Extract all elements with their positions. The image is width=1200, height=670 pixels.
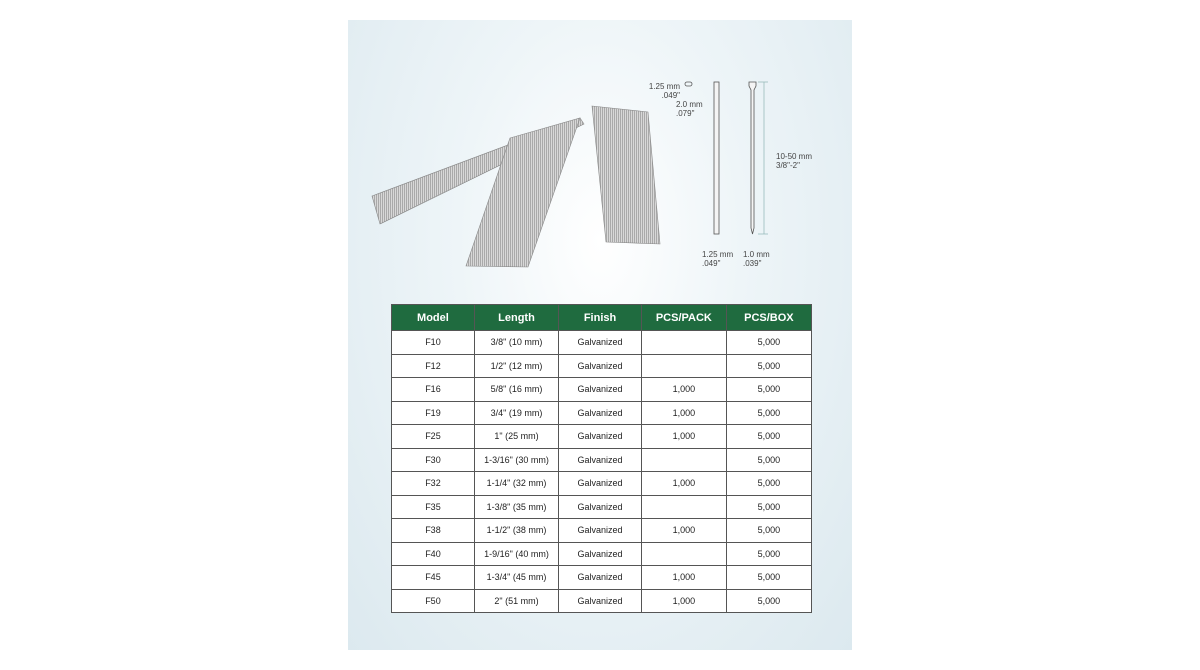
header-model: Model — [392, 305, 475, 331]
cell-model: F10 — [392, 331, 475, 355]
cell-length: 1-3/8" (35 mm) — [474, 495, 558, 519]
cell-pcs-box: 5,000 — [726, 331, 811, 355]
cell-length: 1-1/4" (32 mm) — [474, 472, 558, 496]
cell-length: 1-3/16" (30 mm) — [474, 448, 558, 472]
cell-pcs-box: 5,000 — [726, 589, 811, 613]
cell-finish: Galvanized — [559, 472, 642, 496]
cell-finish: Galvanized — [559, 495, 642, 519]
table-row — [392, 354, 812, 378]
cell-length: 5/8" (16 mm) — [474, 378, 558, 402]
table-row — [392, 542, 812, 566]
cell-length: 2" (51 mm) — [474, 589, 558, 613]
shank-mm: 1.25 mm — [702, 250, 734, 259]
head-depth-mm: 2.0 mm — [676, 100, 703, 109]
cell-model: F38 — [392, 519, 475, 543]
cell-finish: Galvanized — [559, 331, 642, 355]
cell-finish: Galvanized — [559, 448, 642, 472]
header-pcs-pack: PCS/PACK — [641, 305, 726, 331]
cell-pcs-pack — [641, 542, 726, 566]
table-row — [392, 472, 812, 496]
cell-pcs-box: 5,000 — [726, 378, 811, 402]
shank-in: .049" — [702, 259, 721, 268]
table-row — [392, 331, 812, 355]
cell-pcs-box: 5,000 — [726, 425, 811, 449]
cell-pcs-box: 5,000 — [726, 542, 811, 566]
cell-pcs-pack: 1,000 — [641, 425, 726, 449]
cell-finish: Galvanized — [559, 589, 642, 613]
cell-model: F25 — [392, 425, 475, 449]
cell-model: F40 — [392, 542, 475, 566]
cell-finish: Galvanized — [559, 542, 642, 566]
cell-pcs-pack — [641, 495, 726, 519]
tip-mm: 1.0 mm — [743, 250, 770, 259]
cell-pcs-pack — [641, 331, 726, 355]
cell-pcs-pack: 1,000 — [641, 566, 726, 590]
table-row — [392, 566, 812, 590]
table-row — [392, 519, 812, 543]
cell-finish: Galvanized — [559, 378, 642, 402]
head-shape-icon — [685, 82, 692, 86]
product-panel — [348, 20, 852, 650]
cell-length: 1-9/16" (40 mm) — [474, 542, 558, 566]
cell-pcs-pack: 1,000 — [641, 472, 726, 496]
cell-length: 3/8" (10 mm) — [474, 331, 558, 355]
table-row — [392, 448, 812, 472]
cell-finish: Galvanized — [559, 401, 642, 425]
header-finish: Finish — [559, 305, 642, 331]
table-row — [392, 589, 812, 613]
cell-model: F19 — [392, 401, 475, 425]
cell-pcs-box: 5,000 — [726, 448, 811, 472]
specs-table — [391, 304, 812, 613]
cell-model: F16 — [392, 378, 475, 402]
cell-model: F12 — [392, 354, 475, 378]
cell-finish: Galvanized — [559, 519, 642, 543]
length-range-in: 3/8"-2" — [776, 161, 800, 170]
head-depth-in: .079" — [676, 109, 695, 118]
table-row — [392, 378, 812, 402]
cell-pcs-box: 5,000 — [726, 401, 811, 425]
cell-pcs-pack: 1,000 — [641, 378, 726, 402]
length-range-mm: 10-50 mm — [776, 152, 813, 161]
cell-model: F32 — [392, 472, 475, 496]
table-row — [392, 401, 812, 425]
cell-pcs-pack: 1,000 — [641, 519, 726, 543]
table-row — [392, 495, 812, 519]
cell-pcs-pack — [641, 448, 726, 472]
nail-strip — [466, 118, 580, 267]
table-row — [392, 425, 812, 449]
cell-finish: Galvanized — [559, 425, 642, 449]
cell-model: F50 — [392, 589, 475, 613]
head-width-mm: 1.25 mm — [648, 82, 680, 91]
cell-pcs-box: 5,000 — [726, 354, 811, 378]
cell-length: 1-1/2" (38 mm) — [474, 519, 558, 543]
head-width-in: .049" — [661, 91, 680, 100]
nail-front-view — [749, 82, 756, 234]
cell-model: F30 — [392, 448, 475, 472]
header-length: Length — [474, 305, 558, 331]
cell-pcs-pack: 1,000 — [641, 589, 726, 613]
cell-length: 1" (25 mm) — [474, 425, 558, 449]
cell-length: 1-3/4" (45 mm) — [474, 566, 558, 590]
cell-model: F45 — [392, 566, 475, 590]
cell-finish: Galvanized — [559, 354, 642, 378]
header-pcs-box: PCS/BOX — [726, 305, 811, 331]
cell-pcs-box: 5,000 — [726, 495, 811, 519]
nail-strip — [592, 106, 660, 244]
cell-pcs-box: 5,000 — [726, 519, 811, 543]
cell-finish: Galvanized — [559, 566, 642, 590]
cell-pcs-box: 5,000 — [726, 472, 811, 496]
nail-side-view — [714, 82, 719, 234]
tip-in: .039" — [743, 259, 762, 268]
cell-model: F35 — [392, 495, 475, 519]
cell-pcs-box: 5,000 — [726, 566, 811, 590]
cell-pcs-pack: 1,000 — [641, 401, 726, 425]
cell-length: 1/2" (12 mm) — [474, 354, 558, 378]
cell-pcs-pack — [641, 354, 726, 378]
cell-length: 3/4" (19 mm) — [474, 401, 558, 425]
